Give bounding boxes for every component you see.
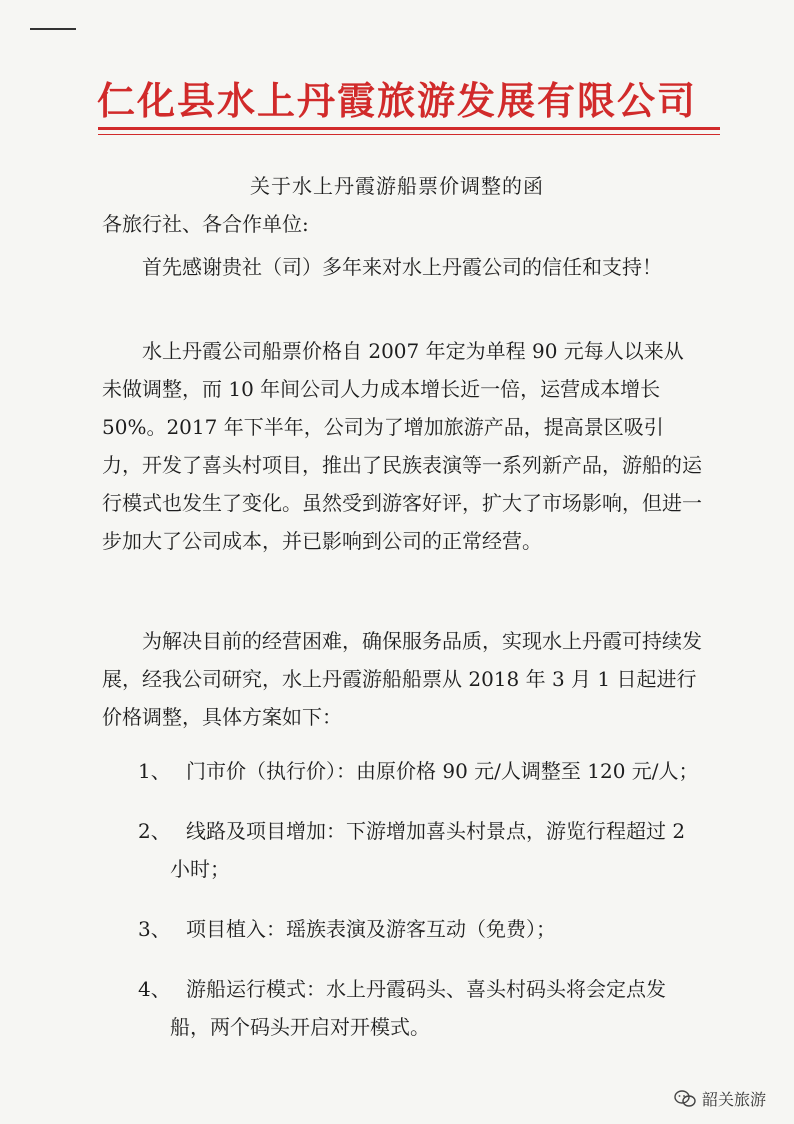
wechat-account-watermark (674, 1087, 766, 1110)
list-item-text: 游船运行模式：水上丹霞码头、喜头村码头将会定点发船，两个码头开启对开模式。 (170, 977, 666, 1039)
letterhead-rule-thick (98, 127, 720, 130)
list-item (102, 910, 702, 948)
letterhead-rule-thin (98, 134, 720, 135)
paragraph-background (102, 332, 702, 560)
list-item-number: 3、 (138, 917, 171, 941)
list-item-number: 4、 (138, 977, 171, 1001)
list-item (102, 752, 702, 790)
list-item-text: 门市价（执行价）：由原价格 90 元/人调整至 120 元/人； (186, 759, 699, 783)
document-title: 关于水上丹霞游船票价调整的函 (250, 174, 544, 198)
corner-mark (30, 28, 76, 30)
list-item (102, 970, 702, 1046)
list-item (102, 812, 702, 888)
salutation: 各旅行社、各合作单位: (102, 212, 309, 236)
paragraph-text: 为解决目前的经营困难，确保服务品质，实现水上丹霞可持续发展，经我公司研究，水上丹霞游船船票从 2018 年 3 月 1 日起进行价格调整，具体方案如下： (102, 629, 702, 729)
list-item-text: 线路及项目增加：下游增加喜头村景点，游览行程超过 2 小时； (170, 819, 686, 881)
list-item-number: 2、 (138, 819, 171, 843)
adjustment-list (102, 752, 702, 1068)
account-name: 韶关旅游 (701, 1090, 766, 1109)
paragraph-thanks (102, 248, 702, 286)
paragraph-decision (102, 622, 702, 736)
wechat-icon (674, 1090, 696, 1108)
letterhead-company-name: 仁化县水上丹霞旅游发展有限公司 (96, 78, 697, 123)
paragraph-text: 首先感谢贵社（司）多年来对水上丹霞公司的信任和支持！ (142, 255, 662, 279)
paragraph-text: 水上丹霞公司船票价格自 2007 年定为单程 90 元每人以来从未做调整，而 10 年间公司人力成本增长近一倍，运营成本增长 50%。2017 年下半年，公司为了增加旅游产品，提高景区吸引力，开发了喜头村项目，推出了民族表演等一系列新产品，游船的运行模式也发生了变化。虽然受到游客好评，扩大了市场影响，但进一步加大了公司成本，并已影响到公司的正常经营。 (102, 339, 702, 553)
list-item-number: 1、 (138, 759, 171, 783)
list-item-text: 项目植入：瑶族表演及游客互动（免费）； (186, 917, 556, 941)
